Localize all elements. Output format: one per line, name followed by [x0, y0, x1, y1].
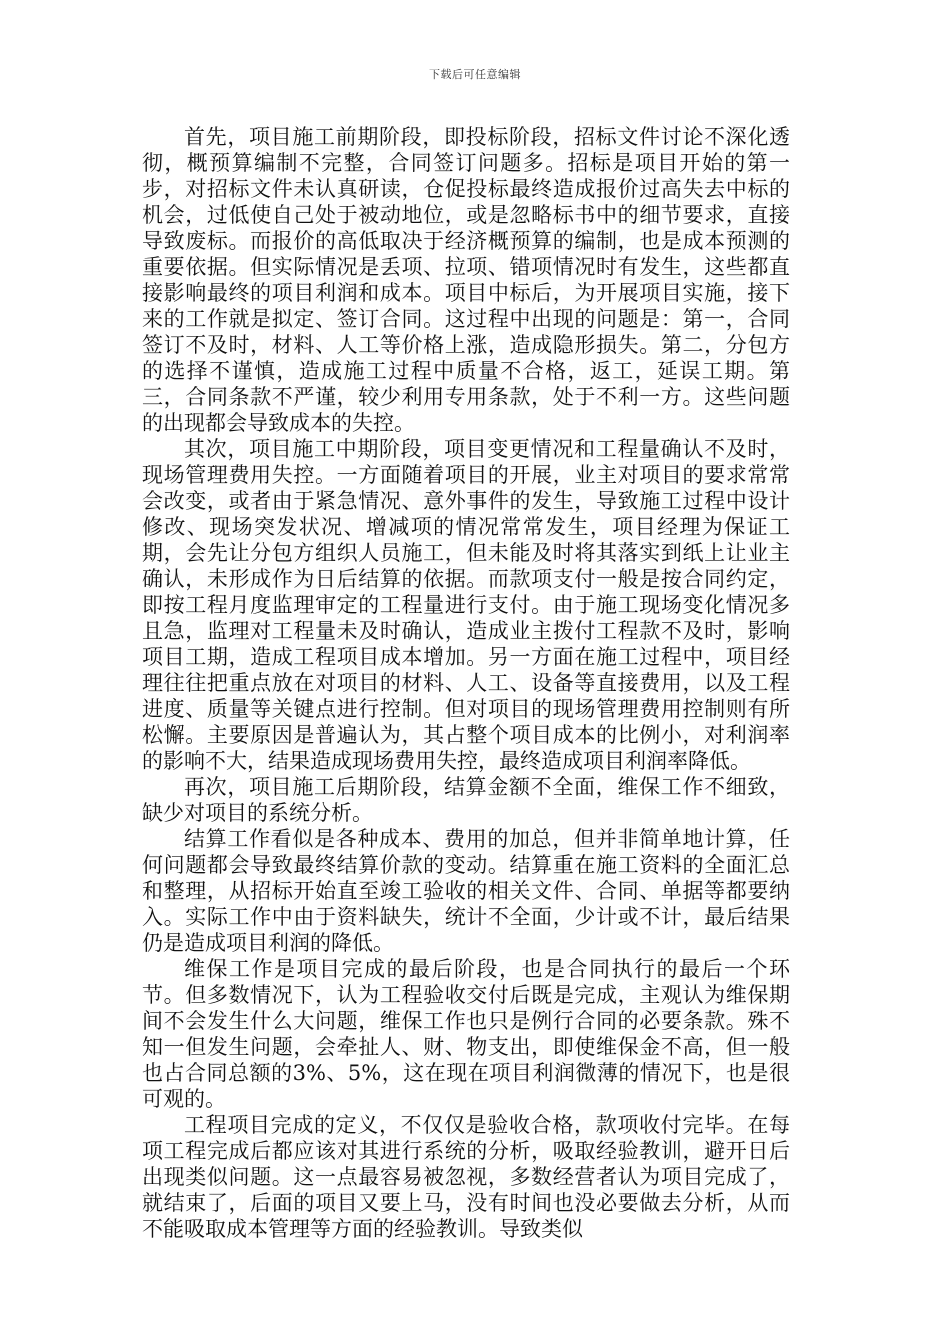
- paragraph-4: 结算工作看似是各种成本、费用的加总，但并非简单地计算，任何问题都会导致最终结算价款的变动。结算重在施工资料的全面汇总和整理，从招标开始直至竣工验收的相关文件、合同、单据等都要纳入。实际工作中由于资料缺失，统计不全面，少计或不计，最后结果仍是造成项目利润的降低。: [142, 827, 790, 955]
- paragraph-1: 首先，项目施工前期阶段，即投标阶段，招标文件讨论不深化透彻，概预算编制不完整，合同签订问题多。招标是项目开始的第一步，对招标文件未认真研读，仓促投标最终造成报价过高失去中标的机会，过低使自己处于被动地位，或是忽略标书中的细节要求，直接导致废标。而报价的高低取决于经济概预算的编制，也是成本预测的重要依据。但实际情况是丢项、拉项、错项情况时有发生，这些都直接影响最终的项目利润和成本。项目中标后，为开展项目实施，接下来的工作就是拟定、签订合同。这过程中出现的问题是：第一，合同签订不及时，材料、人工等价格上涨，造成隐形损失。第二，分包方的选择不谨慎，造成施工过程中质量不合格，返工，延误工期。第三，合同条款不严谨，较少利用专用条款，处于不利一方。这些问题的出现都会导致成本的失控。: [142, 125, 790, 435]
- header-note: 下载后可任意编辑: [429, 68, 521, 81]
- paragraph-6: 工程项目完成的定义，不仅仅是验收合格，款项收付完毕。在每项工程完成后都应该对其进行系统的分析，吸取经验教训，避开日后出现类似问题。这一点最容易被忽视，多数经营者认为项目完成了，就结束了，后面的项目又要上马，没有时间也没必要做去分析，从而不能吸取成本管理等方面的经验教训。导致类似: [142, 1113, 790, 1241]
- paragraph-5: 维保工作是项目完成的最后阶段，也是合同执行的最后一个环节。但多数情况下，认为工程验收交付后既是完成，主观认为维保期间不会发生什么大问题，维保工作也只是例行合同的必要条款。殊不知一但发生问题，会牵扯人、财、物支出，即使维保金不高，但一般也占合同总额的3%、5%，这在现在项目利润微薄的情况下，也是很可观的。: [142, 957, 790, 1111]
- paragraph-3: 再次，项目施工后期阶段，结算金额不全面，维保工作不细致，缺少对项目的系统分析。: [142, 775, 790, 825]
- paragraph-2: 其次，项目施工中期阶段，项目变更情况和工程量确认不及时，现场管理费用失控。一方面随着项目的开展，业主对项目的要求常常会改变，或者由于紧急情况、意外事件的发生，导致施工过程中设计修改、现场突发状况、增减项的情况常常发生，项目经理为保证工期，会先让分包方组织人员施工，但未能及时将其落实到纸上让业主确认，未形成作为日后结算的依据。而款项支付一般是按合同约定，即按工程月度监理审定的工程量进行支付。由于施工现场变化情况多且急，监理对工程量未及时确认，造成业主拨付工程款不及时，影响项目工期，造成工程项目成本增加。另一方面在施工过程中，项目经理往往把重点放在对项目的材料、人工、设备等直接费用，以及工程进度、质量等关键点进行控制。但对项目的现场管理费用控制则有所松懈。主要原因是普遍认为，其占整个项目成本的比例小，对利润率的影响不大，结果造成现场费用失控，最终造成项目利润率降低。: [142, 437, 790, 773]
- document-body: [142, 124, 790, 1242]
